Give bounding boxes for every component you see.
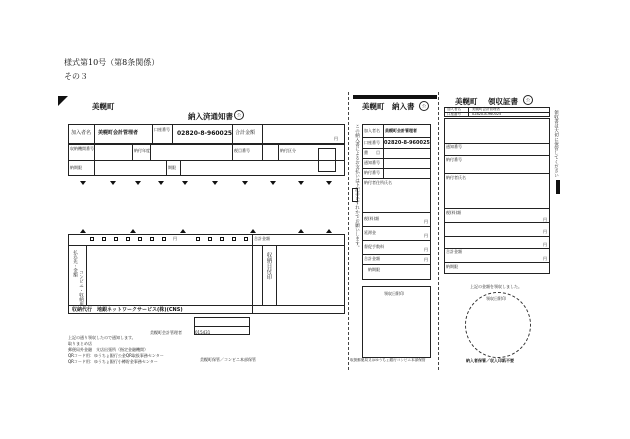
form-number: 様式第10号（第8条関係）: [64, 58, 160, 67]
notice-row1-num: 015431: [195, 330, 211, 335]
proof-l2: 口座番号: [447, 112, 461, 116]
proof-amt1: 税(料)額: [446, 210, 462, 215]
proof-stamp-circle: [465, 292, 531, 358]
receipt-due-label: 納期限: [368, 267, 380, 272]
receipt-stamp-box: [362, 286, 431, 358]
receipt-yen-2: 円: [424, 233, 428, 238]
proof-r2: 納付番号: [446, 157, 462, 162]
notice-check-box: [318, 148, 336, 172]
receipt-stamp-label: 領収日附印: [384, 291, 404, 296]
notice-payee-label: 加入者名: [71, 130, 92, 136]
notice-fiscal2-label: 納付区分: [280, 148, 296, 153]
notice-amount-label: 合計金額: [254, 236, 270, 241]
receipt-footer: 取扱郵便局又はゆうちょ銀行コンビニ本部保管: [350, 358, 426, 362]
receipt-yen-4: 円: [424, 257, 428, 262]
receipt-payee-label: 加入者名: [364, 128, 380, 133]
proof-v2: 02820-8-960025: [472, 112, 502, 116]
proof-note: 上記の金額を領収しました。: [470, 284, 522, 289]
proof-v1: 美幌町会計管理者: [472, 107, 500, 111]
receipt-side-mark: [352, 188, 358, 202]
notice-lower-yen: 円: [173, 236, 177, 241]
notice-town: 美幌町: [92, 102, 115, 111]
receipt-side-text: この納入書によるお支払いは下記のいずれかでお願いします。: [354, 124, 360, 250]
proof-yen-3: 円: [543, 242, 547, 247]
proof-side-text: 領収書は大切に保管してください: [553, 110, 559, 178]
tear-line-2: [438, 92, 439, 370]
proof-stamp-label: 領収日附印: [486, 296, 506, 301]
receipt-town: 美幌町: [362, 102, 385, 111]
tear-line-1: [348, 92, 349, 370]
proof-title: 領収証書: [488, 97, 518, 106]
notice-tax-label: 税目番号: [234, 148, 250, 153]
receipt-amt1: 税(料)額: [364, 216, 380, 221]
notice-note4: QRコード用：ゆうちょ銀行公金QR取扱事務センター: [68, 353, 164, 358]
notice-deadline-label: 期限: [168, 165, 176, 170]
proof-r1: 通知番号: [446, 144, 462, 149]
receipt-seal: 公: [419, 101, 429, 111]
receipt-r1: 費 目: [364, 150, 380, 155]
notice-period-label: 納期限: [70, 165, 82, 170]
notice-seal: 公: [234, 110, 244, 120]
receipt-r2: 通知番号: [364, 160, 380, 165]
notice-agent: 収納代行 地銀ネットワークサービス(株)(CNS): [72, 307, 183, 313]
receipt-payer-label: 納付者住所氏名: [364, 180, 392, 185]
notice-note5: QRコード用：ゆうちょ銀行小樽貯金事務センター: [68, 359, 158, 364]
notice-note3: 郵便局外金融 支店出張所（指定金融機関）: [68, 347, 148, 352]
notice-vertical-left: 払込先・金額: [72, 250, 78, 277]
receipt-top-bar: [353, 95, 437, 99]
receipt-amt3: 督促手数料: [364, 244, 384, 249]
receipt-acct-value: 02820-8-960025: [384, 140, 430, 146]
proof-footer: 納入者保管／収入印紙不要: [466, 358, 514, 363]
form-part: その３: [64, 72, 88, 81]
proof-yen-2: 円: [543, 229, 547, 234]
notice-total-label: 合計金額: [235, 130, 256, 136]
proof-yen-4: 円: [543, 256, 547, 261]
proof-town: 美幌町: [455, 97, 478, 106]
receipt-r3: 納付番号: [364, 170, 380, 175]
notice-year-label: 納付年度: [134, 148, 150, 153]
receipt-yen-3: 円: [424, 247, 428, 252]
notice-row1: 美幌町会計管理者: [150, 330, 182, 335]
proof-l1: 加入者名: [447, 107, 461, 111]
proof-yen-1: 円: [543, 217, 547, 222]
notice-payee-value: 美幌町会計管理者: [98, 130, 139, 136]
notice-title: 納入済通知書: [188, 112, 233, 121]
receipt-yen-1: 円: [424, 219, 428, 224]
proof-r3: 納付者氏名: [446, 175, 466, 180]
notice-inst-label: 収納機関番号: [70, 146, 94, 151]
notice-vertical-left2: コンビニ・収納用: [78, 270, 84, 306]
notice-note1: 上記の通り領収したので通知します。: [68, 335, 136, 340]
receipt-amt4: 合計金額: [364, 256, 380, 261]
receipt-payee-value: 美幌町会計管理者: [385, 128, 417, 133]
proof-due-label: 納期限: [446, 264, 458, 269]
proof-seal: 公: [523, 95, 533, 105]
receipt-amt2: 延滞金: [364, 230, 376, 235]
notice-due-vertical: 収納日付印: [265, 252, 272, 280]
notice-total-yen: 円: [334, 136, 338, 141]
notice-footer: 美幌町保管／コンビニ本部保管: [200, 357, 256, 362]
proof-side-bar: [556, 180, 560, 194]
receipt-acct-label: 口座番号: [364, 140, 380, 145]
notice-acct-label: 口座番号: [154, 127, 170, 132]
proof-amt4: 合計金額: [446, 249, 462, 254]
notice-note2: 取りまとめ店: [68, 341, 92, 346]
notice-acct-value: 02820-8-960025: [177, 130, 233, 137]
corner-mark: [58, 96, 68, 106]
receipt-title: 納入書: [392, 102, 415, 111]
notice-lower-table: [68, 234, 345, 314]
